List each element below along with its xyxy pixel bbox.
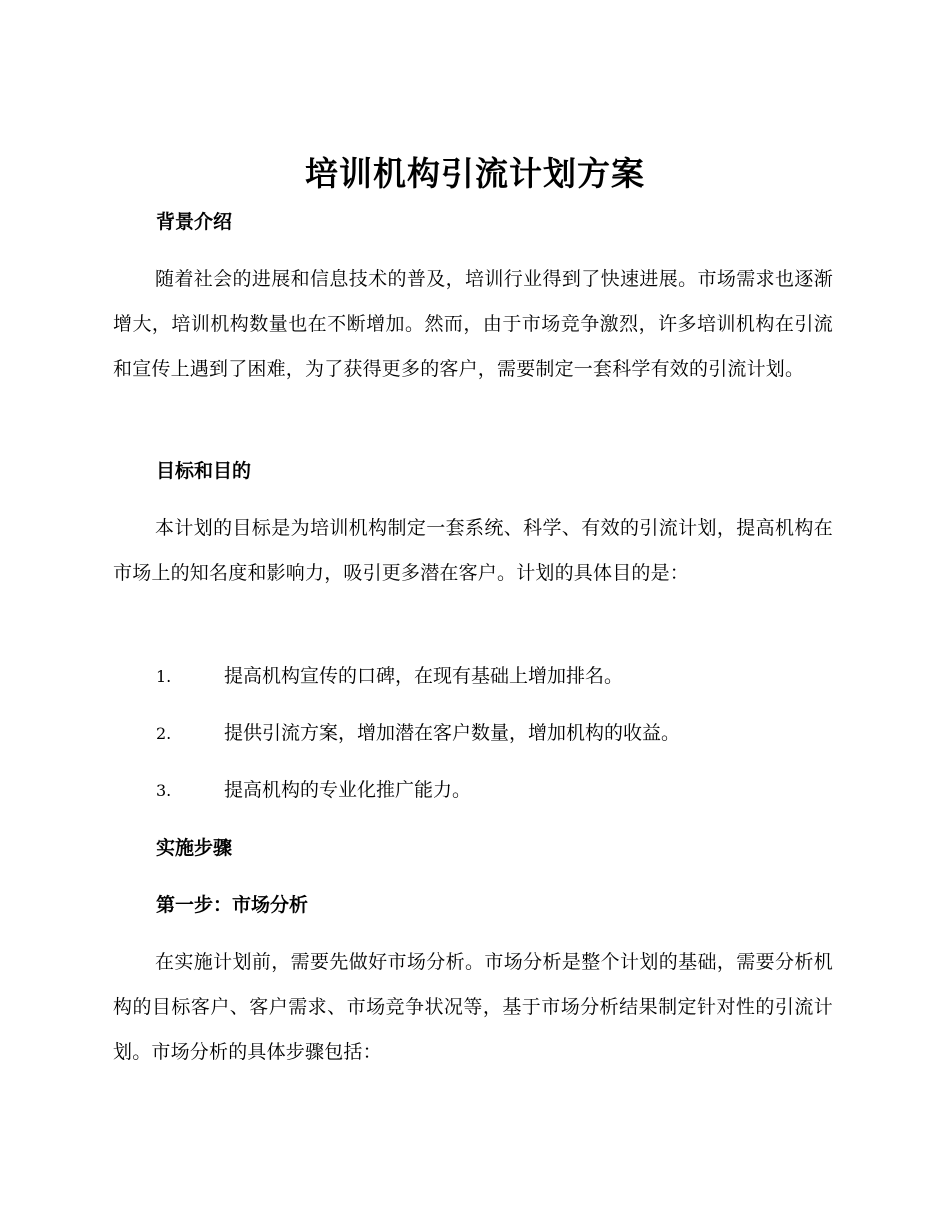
document-title: 培训机构引流计划方案 [305, 154, 645, 193]
implementation-paragraph: 在实施计划前，需要先做好市场分析。市场分析是整个计划的基础，需要分析机构的目标客户、客户需求、市场竞争状况等，基于市场分析结果制定针对性的引流计划。市场分析的具体步骤包括： [113, 951, 833, 1063]
background-paragraph: 随着社会的进展和信息技术的普及，培训行业得到了快速进展。市场需求也逐渐增大，培训机构数量也在不断增加。然而，由于市场竞争激烈，许多培训机构在引流和宣传上遇到了困难，为了获得更多的客户，需要制定一套科学有效的引流计划。 [113, 268, 833, 380]
section-heading-background: 背景介绍 [156, 211, 233, 233]
section-heading-implementation: 实施步骤 [156, 837, 233, 859]
goals-paragraph: 本计划的目标是为培训机构制定一套系统、科学、有效的引流计划，提高机构在市场上的知名度和影响力，吸引更多潜在客户。计划的具体目的是： [113, 517, 833, 584]
list-text: 提高机构宣传的口碑，在现有基础上增加排名。 [224, 665, 624, 687]
list-number: 3. [156, 781, 172, 800]
list-text: 提高机构的专业化推广能力。 [224, 779, 472, 801]
list-number: 1. [156, 667, 172, 686]
section-heading-goals: 目标和目的 [156, 460, 252, 482]
step-heading: 第一步：市场分析 [156, 894, 309, 916]
list-number: 2. [156, 724, 172, 743]
list-text: 提供引流方案，增加潜在客户数量，增加机构的收益。 [224, 722, 681, 744]
